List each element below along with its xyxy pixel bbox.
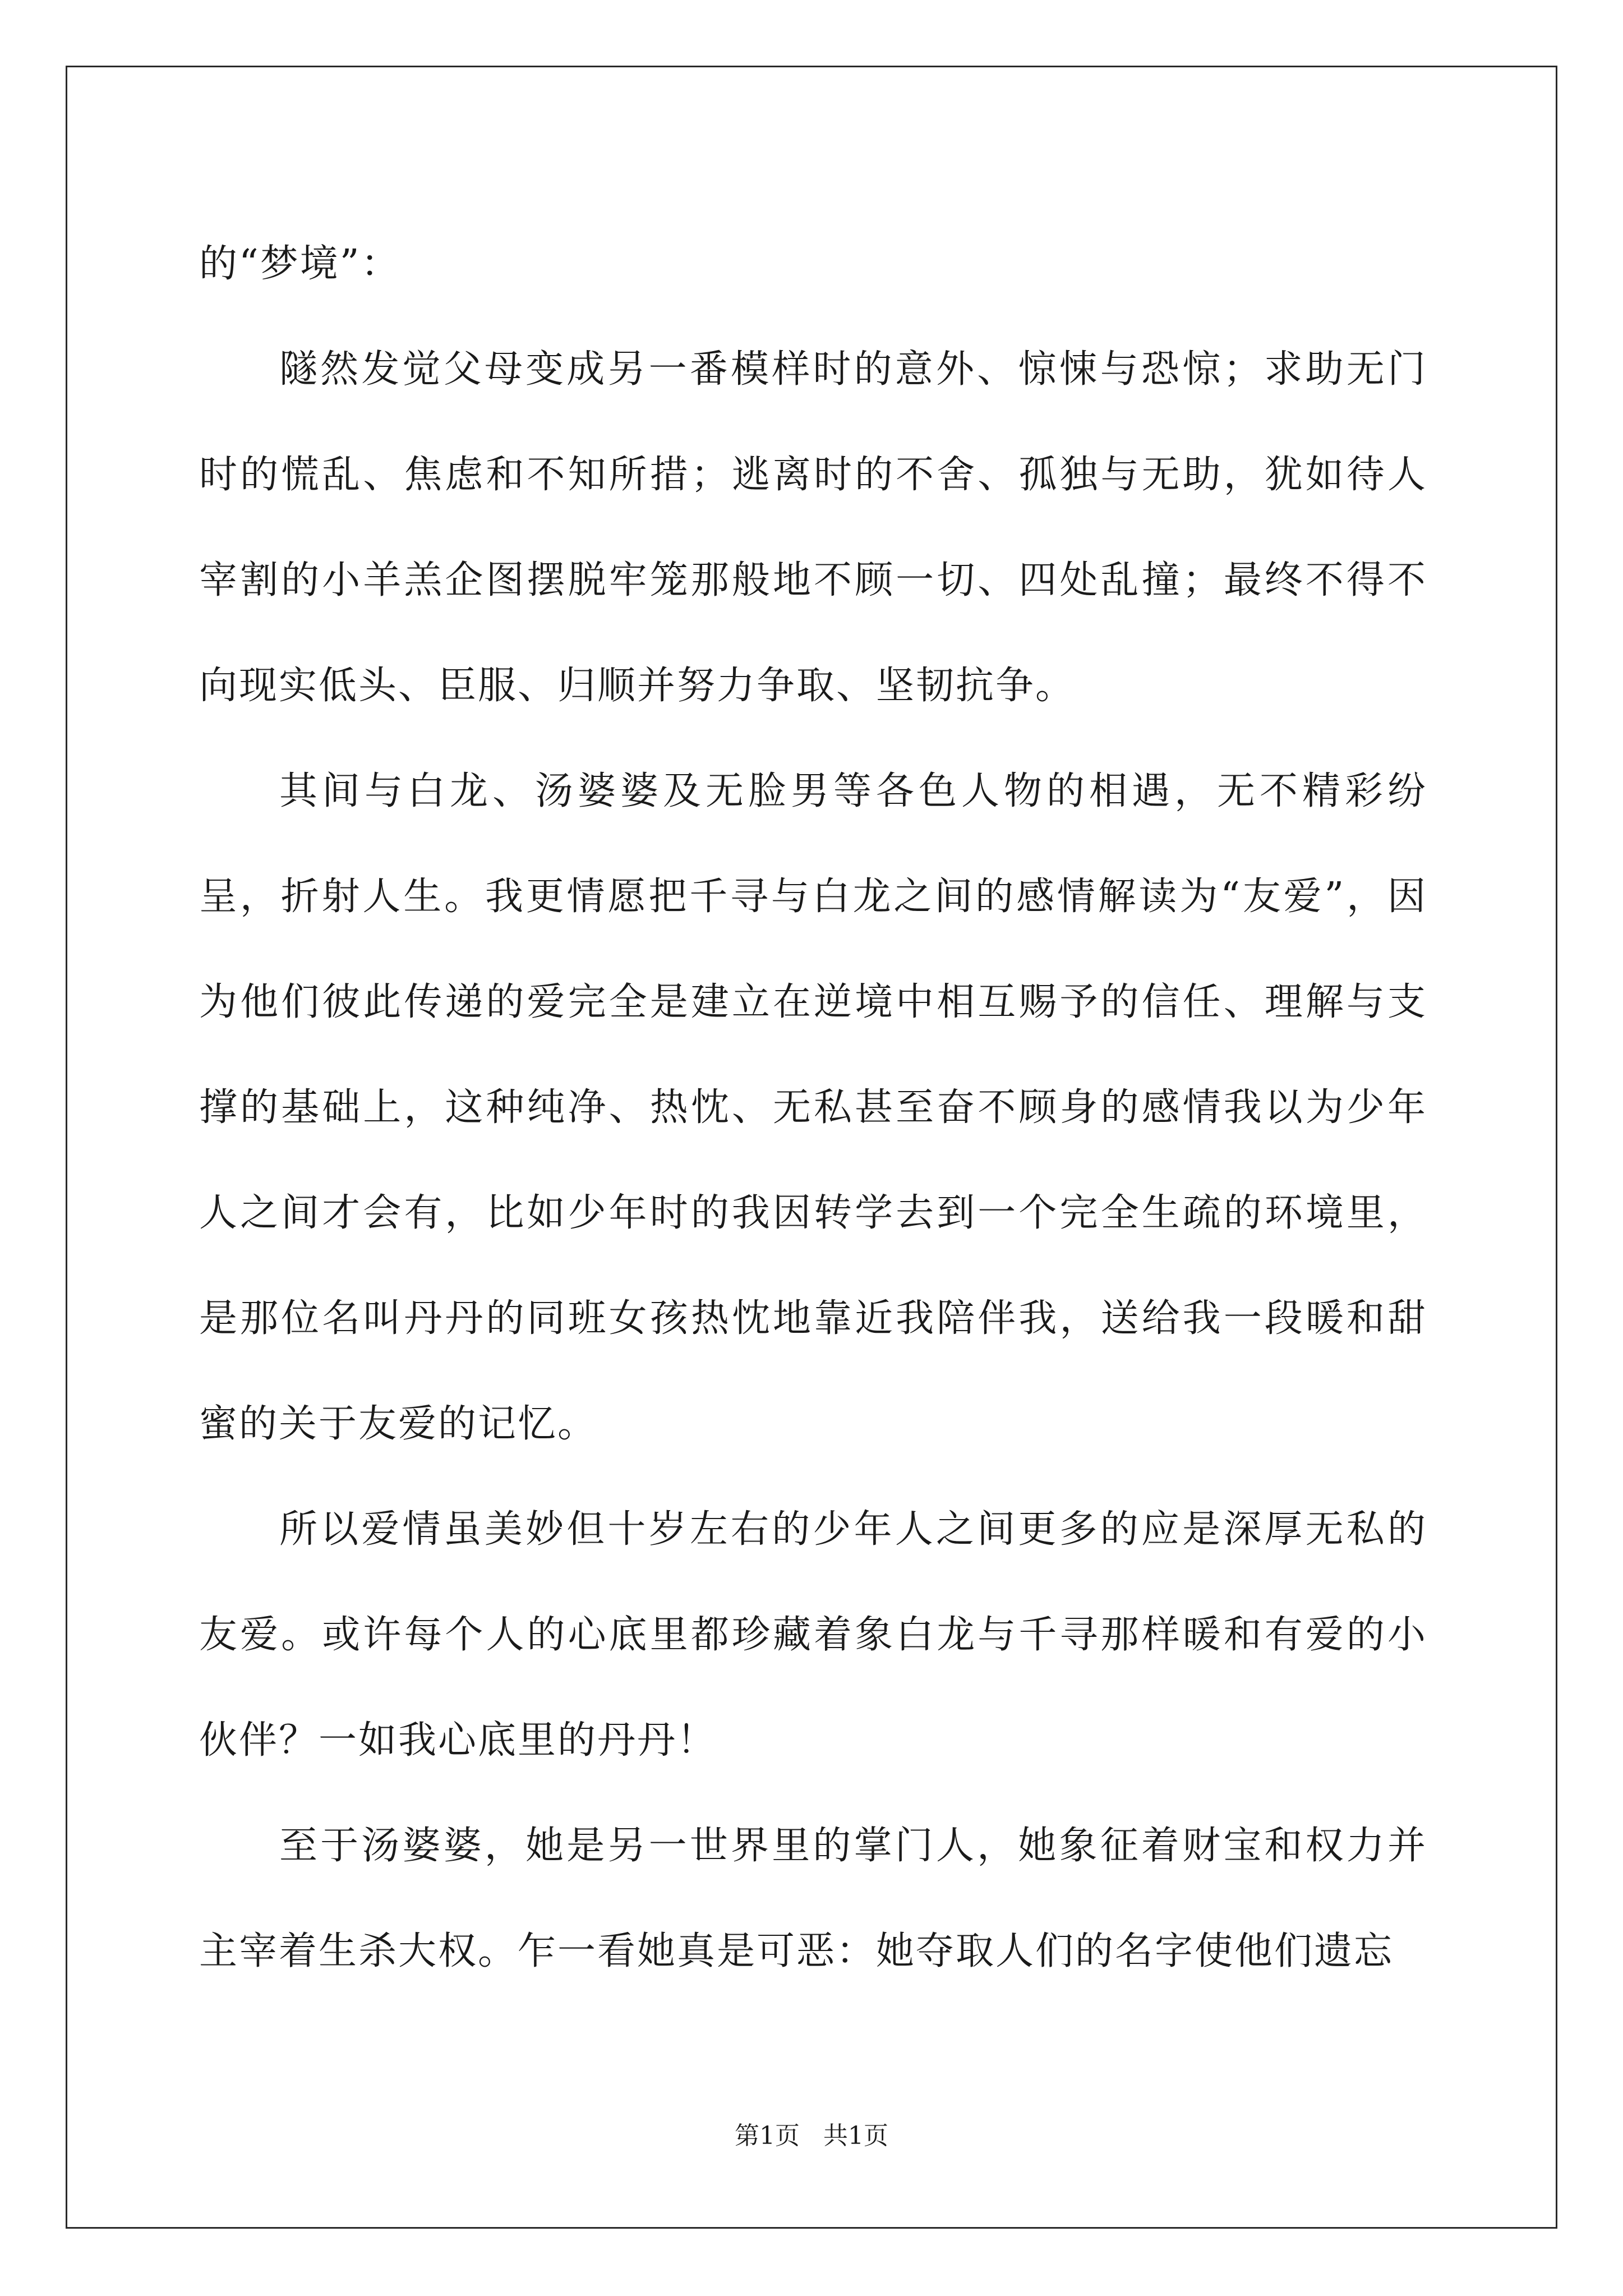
paragraph-1: 的“梦境”： (199, 242, 401, 286)
paragraph-4: 所以爱情虽美妙但十岁左右的少年人之间更多的应是深厚无私的友爱。或许每个人的心底里都珍藏着象白龙与千寻那样暖和有爱的小伙伴？一如我心底里的丹丹！ (199, 1507, 1427, 1763)
document-body (199, 211, 1427, 2004)
paragraph-3: 其间与白龙、汤婆婆及无脸男等各色人物的相遇，无不精彩纷呈，折射人生。我更情愿把千寻与白龙之间的感情解读为“友爱”，因为他们彼此传递的爱完全是建立在逆境中相互赐予的信任、理解与支撑的基础上，这种纯净、热忱、无私甚至奋不顾身的感情我以为少年人之间才会有，比如少年时的我因转学去到一个完全生疏的环境里，是那位名叫丹丹的同班女孩热忱地靠近我陪伴我，送给我一段暖和甜蜜的关于友爱的记忆。 (199, 769, 1427, 1446)
page-footer: 第1页 共1页 (735, 2122, 888, 2150)
paragraph-2: 隧然发觉父母变成另一番模样时的意外、惊悚与恐惊；求助无门时的慌乱、焦虑和不知所措；逃离时的不舍、孤独与无助，犹如待人宰割的小羊羔企图摆脱牢笼那般地不顾一切、四处乱撞；最终不得不向现实低头、臣服、归顺并努力争取、坚韧抗争。 (199, 347, 1427, 708)
paragraph-5: 至于汤婆婆，她是另一世界里的掌门人，她象征着财宝和权力并主宰着生杀大权。乍一看她真是可恶：她夺取人们的名字使他们遗忘 (199, 1824, 1427, 1973)
